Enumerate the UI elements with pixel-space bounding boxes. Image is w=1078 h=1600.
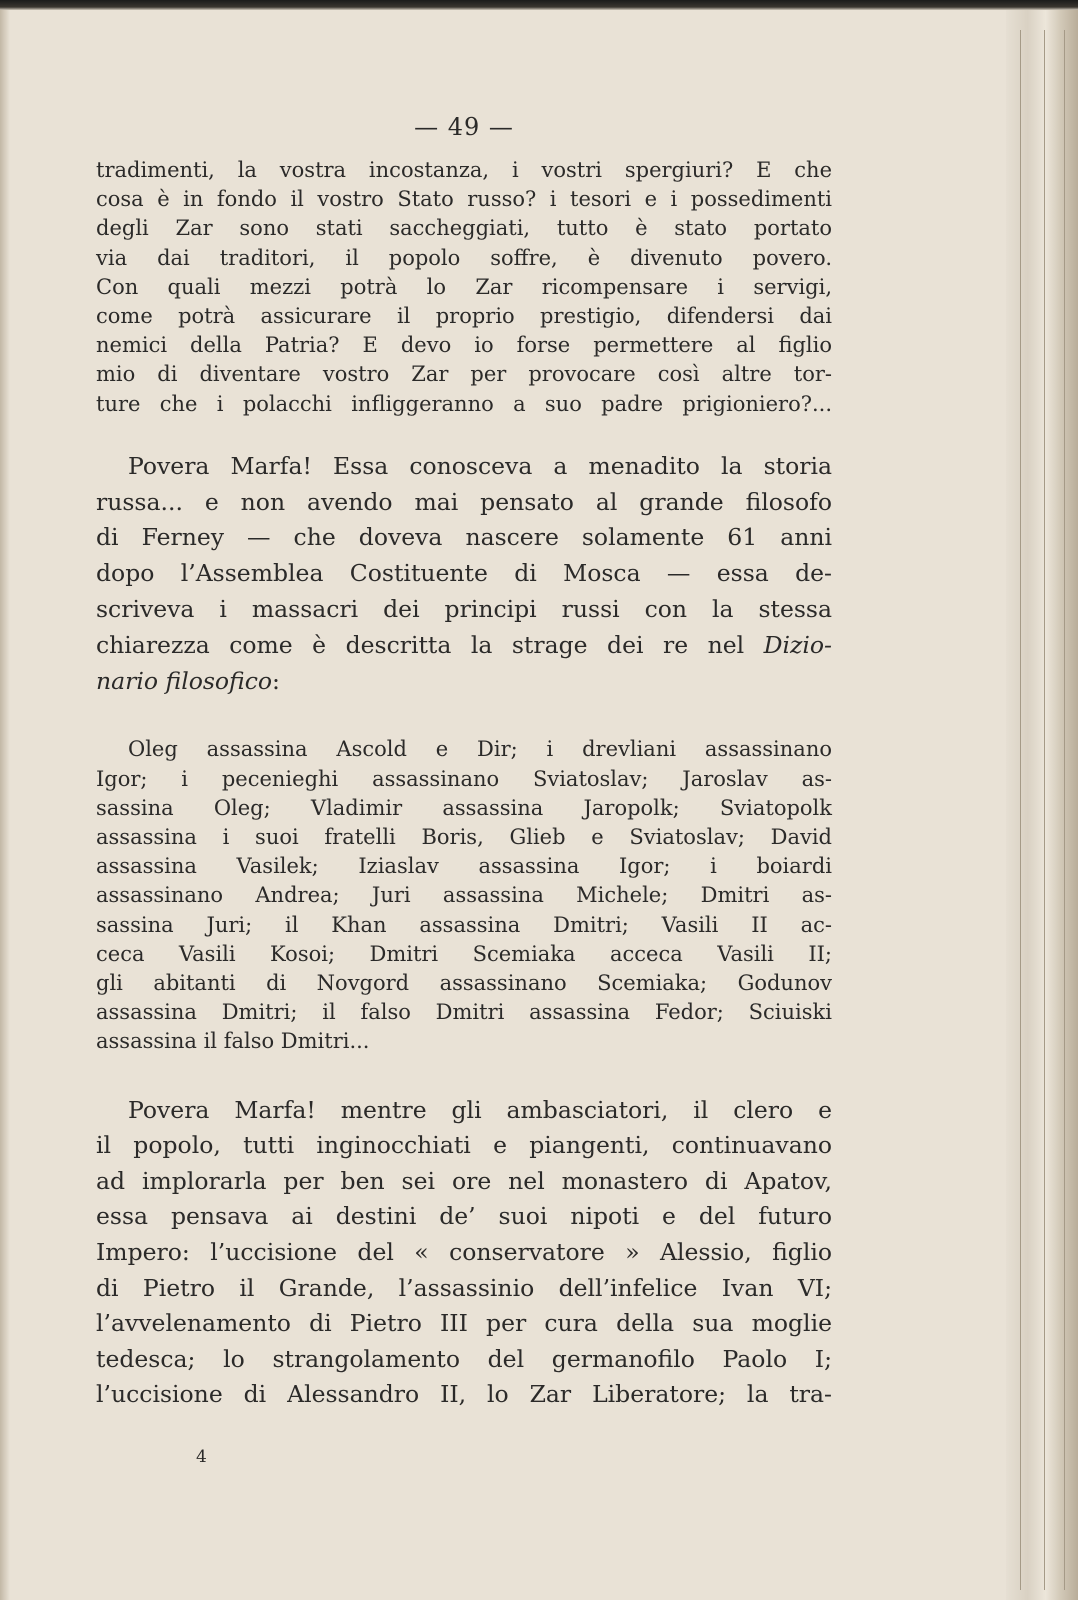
page-top-edge xyxy=(0,0,1078,10)
text-line: come potrà assicurare il proprio prestigio, difendersi dai xyxy=(96,304,832,329)
text-line: tedesca; lo strangolamento del germanofilo Paolo I; xyxy=(96,1344,832,1373)
text-line: Impero: l’uccisione del « conservatore » Alessio, figlio xyxy=(96,1238,832,1267)
paragraph-2 xyxy=(96,449,832,700)
text-line: degli Zar sono stati saccheggiati, tutto è stato portato xyxy=(96,216,832,241)
text-line: sassina Oleg; Vladimir assassina Jaropolk; Sviatopolk xyxy=(96,795,832,820)
text-line: assassina Vasilek; Iziaslav assassina Igor; i boiardi xyxy=(96,854,832,879)
text-line: assassina Dmitri; il falso Dmitri assassina Fedor; Sciuiski xyxy=(96,1000,832,1025)
text-line: il popolo, tutti inginocchiati e piangenti, continuavano xyxy=(96,1131,832,1160)
text-line: l’avvelenamento di Pietro III per cura della sua moglie xyxy=(96,1309,832,1338)
page-edge-line xyxy=(1064,30,1065,1590)
text-line: Povera Marfa! Essa conosceva a menadito la storia xyxy=(128,451,832,480)
italic-title: Dizio- xyxy=(763,630,832,659)
text-line: assassina il falso Dmitri... xyxy=(96,1029,370,1054)
page-content xyxy=(96,112,832,1413)
text-line: ture che i polacchi infliggeranno a suo padre prigioniero?... xyxy=(96,391,832,416)
text-line: ceca Vasili Kosoi; Dmitri Scemiaka acceca Vasili II; xyxy=(96,941,832,966)
text-line: Oleg assassina Ascold e Dir; i drevliani assassinano xyxy=(128,737,832,762)
page-edge-line xyxy=(1044,30,1045,1590)
paragraph-4 xyxy=(96,1093,832,1413)
quotation-block xyxy=(96,735,832,1056)
text-line: di Pietro il Grande, l’assassinio dell’infelice Ivan VI; xyxy=(96,1273,832,1302)
text-line: Con quali mezzi potrà lo Zar ricompensare i servigi, xyxy=(96,274,832,299)
text-line xyxy=(96,664,832,700)
text-line: cosa è in fondo il vostro Stato russo? i tesori e i possedimenti xyxy=(96,187,832,212)
text-line: scriveva i massacri dei principi russi con la stessa xyxy=(96,595,832,624)
text-line: tradimenti, la vostra incostanza, i vostri spergiuri? E che xyxy=(96,158,832,182)
text-run: chiarezza come è descritta la strage dei re nel xyxy=(96,630,745,659)
page-edge-line xyxy=(1020,30,1021,1590)
text-line: nemici della Patria? E devo io forse permettere al figlio xyxy=(96,333,832,358)
page-number: — 49 — xyxy=(414,113,514,141)
printer-signature-mark: 4 xyxy=(196,1447,207,1467)
text-line: assassinano Andrea; Juri assassina Michele; Dmitri as- xyxy=(96,883,832,908)
text-line: di Ferney — che doveva nascere solamente 61 anni xyxy=(96,523,832,552)
text-line: essa pensava ai destini de’ suoi nipoti e del futuro xyxy=(96,1202,832,1231)
text-line: Igor; i pecenieghi assassinano Sviatoslav; Jaroslav as- xyxy=(96,766,832,791)
paragraph-1 xyxy=(96,156,832,419)
page-right-edge-stack xyxy=(1006,10,1078,1600)
page-left-edge xyxy=(0,10,10,1600)
text-line: ad implorarla per ben sei ore nel monastero di Apatov, xyxy=(96,1166,832,1195)
text-run: : xyxy=(272,666,280,695)
text-line: gli abitanti di Novgord assassinano Scemiaka; Godunov xyxy=(96,971,832,996)
italic-title: nario filosofico xyxy=(96,666,273,695)
text-line: assassina i suoi fratelli Boris, Glieb e Sviatoslav; David xyxy=(96,825,832,850)
text-line-with-italic xyxy=(96,628,832,664)
text-line: sassina Juri; il Khan assassina Dmitri; Vasili II ac- xyxy=(96,912,832,937)
text-line: dopo l’Assemblea Costituente di Mosca — essa de- xyxy=(96,559,832,588)
text-line: mio di diventare vostro Zar per provocare così altre tor- xyxy=(96,362,832,387)
text-line: via dai traditori, il popolo soffre, è divenuto povero. xyxy=(96,245,832,270)
text-line: l’uccisione di Alessandro II, lo Zar Liberatore; la tra- xyxy=(96,1380,832,1409)
text-line: Povera Marfa! mentre gli ambasciatori, il clero e xyxy=(128,1095,832,1124)
text-line: russa... e non avendo mai pensato al grande filosofo xyxy=(96,487,832,516)
